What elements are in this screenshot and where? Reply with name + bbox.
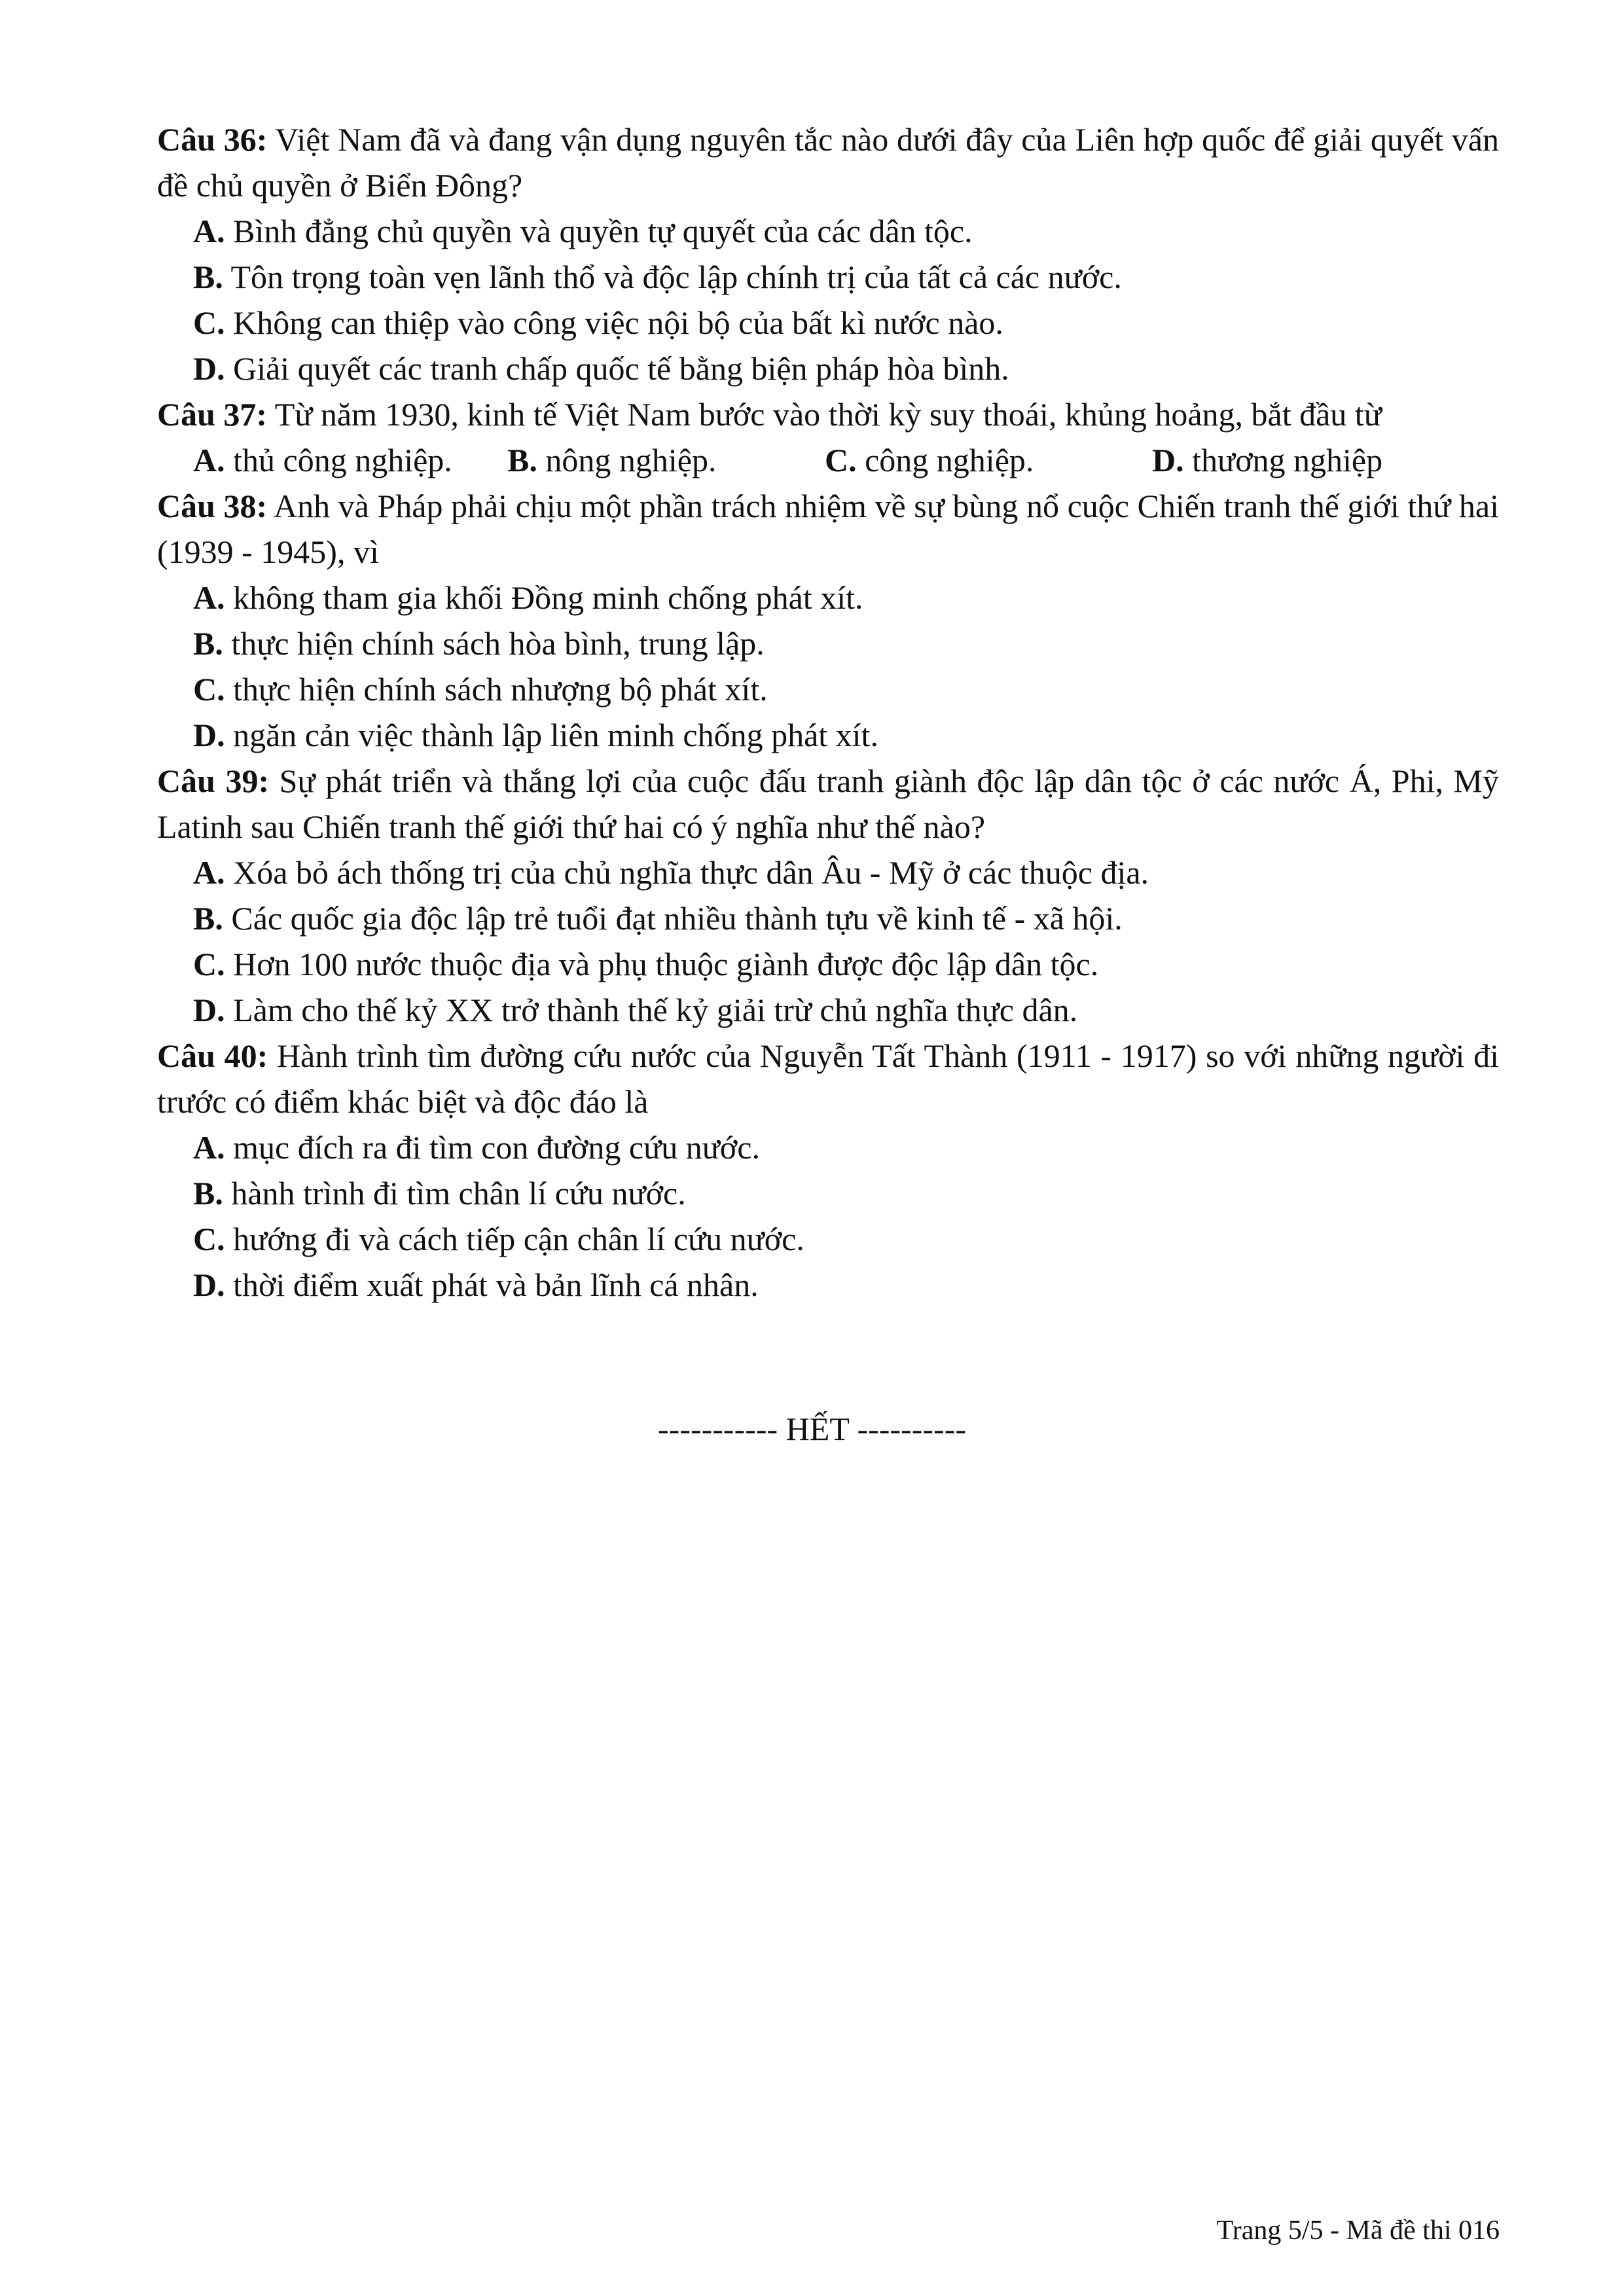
option-a bbox=[193, 437, 452, 483]
option-label: A. bbox=[193, 854, 225, 891]
option-c bbox=[157, 941, 1499, 987]
option-text: thực hiện chính sách hòa bình, trung lập. bbox=[231, 625, 765, 662]
question-body: Việt Nam đã và đang vận dụng nguyên tắc nào dưới đây của Liên hợp quốc để giải quyết vấn đề chủ quyền ở Biển Đông? bbox=[157, 121, 1499, 204]
question-body: Hành trình tìm đường cứu nước của Nguyễn Tất Thành (1911 - 1917) so với những người đi trước có điểm khác biệt và độc đáo là bbox=[157, 1037, 1499, 1120]
question-text bbox=[157, 117, 1499, 208]
question-body: Từ năm 1930, kinh tế Việt Nam bước vào thời kỳ suy thoái, khủng hoảng, bắt đầu từ bbox=[274, 396, 1382, 433]
option-label: C. bbox=[193, 946, 225, 982]
options-row bbox=[157, 437, 1499, 483]
option-label: B. bbox=[193, 259, 223, 295]
question-label: Câu 40: bbox=[157, 1037, 268, 1074]
question-39 bbox=[157, 758, 1499, 1033]
question-text bbox=[157, 391, 1499, 437]
option-label: A. bbox=[193, 1129, 225, 1166]
question-40 bbox=[157, 1033, 1499, 1308]
question-37 bbox=[157, 391, 1499, 483]
option-text: Giải quyết các tranh chấp quốc tế bằng biện pháp hòa bình. bbox=[233, 350, 1009, 387]
option-label: D. bbox=[1152, 442, 1184, 478]
option-label: C. bbox=[193, 671, 225, 708]
option-text: nông nghiệp. bbox=[545, 442, 717, 478]
option-text: hướng đi và cách tiếp cận chân lí cứu nước. bbox=[233, 1221, 804, 1257]
option-d bbox=[157, 1262, 1499, 1308]
option-c bbox=[825, 437, 1034, 483]
option-label: B. bbox=[193, 625, 223, 662]
question-text bbox=[157, 1033, 1499, 1124]
question-38 bbox=[157, 483, 1499, 758]
option-label: A. bbox=[193, 442, 225, 478]
option-a bbox=[157, 1124, 1499, 1170]
option-a bbox=[157, 850, 1499, 895]
option-text: Bình đẳng chủ quyền và quyền tự quyết của các dân tộc. bbox=[233, 213, 973, 249]
question-label: Câu 37: bbox=[157, 396, 268, 433]
question-text bbox=[157, 483, 1499, 575]
option-text: Hơn 100 nước thuộc địa và phụ thuộc giành được độc lập dân tộc. bbox=[233, 946, 1099, 982]
option-d bbox=[157, 712, 1499, 758]
option-label: C. bbox=[193, 1221, 225, 1257]
option-a bbox=[157, 575, 1499, 620]
question-36 bbox=[157, 117, 1499, 391]
option-label: D. bbox=[193, 350, 225, 387]
option-label: D. bbox=[193, 1266, 225, 1303]
option-text: Làm cho thế kỷ XX trở thành thế kỷ giải trừ chủ nghĩa thực dân. bbox=[233, 992, 1078, 1028]
question-text bbox=[157, 758, 1499, 850]
option-text: thương nghiệp bbox=[1192, 442, 1383, 478]
option-text: Không can thiệp vào công việc nội bộ của bất kì nước nào. bbox=[233, 304, 1003, 341]
option-label: A. bbox=[193, 579, 225, 616]
option-label: B. bbox=[507, 442, 537, 478]
question-label: Câu 38: bbox=[157, 488, 268, 524]
option-text: Các quốc gia độc lập trẻ tuổi đạt nhiều thành tựu về kinh tế - xã hội. bbox=[231, 900, 1123, 937]
option-label: B. bbox=[193, 900, 223, 937]
option-label: D. bbox=[193, 992, 225, 1028]
option-c bbox=[157, 300, 1499, 346]
option-label: B. bbox=[193, 1175, 223, 1211]
option-text: không tham gia khối Đồng minh chống phát xít. bbox=[233, 579, 863, 616]
option-text: Tôn trọng toàn vẹn lãnh thổ và độc lập chính trị của tất cả các nước. bbox=[230, 259, 1122, 295]
option-label: C. bbox=[193, 304, 225, 341]
exam-content bbox=[157, 117, 1499, 1308]
option-text: thực hiện chính sách nhượng bộ phát xít. bbox=[233, 671, 768, 708]
option-c bbox=[157, 666, 1499, 712]
option-b bbox=[157, 1170, 1499, 1216]
page-footer: Trang 5/5 - Mã đề thi 016 bbox=[1216, 2215, 1500, 2246]
option-b bbox=[507, 437, 716, 483]
option-a bbox=[157, 208, 1499, 254]
option-b bbox=[157, 620, 1499, 666]
option-d bbox=[157, 346, 1499, 391]
question-body: Anh và Pháp phải chịu một phần trách nhiệm về sự bùng nổ cuộc Chiến tranh thế giới thứ hai (1939 - 1945), vì bbox=[157, 488, 1499, 570]
option-c bbox=[157, 1216, 1499, 1262]
option-text: thời điểm xuất phát và bản lĩnh cá nhân. bbox=[233, 1266, 759, 1303]
option-text: thủ công nghiệp. bbox=[233, 442, 452, 478]
option-b bbox=[157, 254, 1499, 300]
option-text: Xóa bỏ ách thống trị của chủ nghĩa thực dân Âu - Mỹ ở các thuộc địa. bbox=[233, 854, 1149, 891]
question-label: Câu 39: bbox=[157, 762, 270, 799]
option-d bbox=[157, 987, 1499, 1033]
question-body: Sự phát triển và thắng lợi của cuộc đấu tranh giành độc lập dân tộc ở các nước Á, Phi, Mỹ Latinh sau Chiến tranh thế giới thứ hai có ý nghĩa như thế nào? bbox=[157, 762, 1500, 845]
option-text: mục đích ra đi tìm con đường cứu nước. bbox=[233, 1129, 760, 1166]
option-label: C. bbox=[825, 442, 857, 478]
option-text: ngăn cản việc thành lập liên minh chống phát xít. bbox=[233, 717, 878, 753]
option-label: A. bbox=[193, 213, 225, 249]
option-b bbox=[157, 895, 1499, 941]
option-text: công nghiệp. bbox=[865, 442, 1034, 478]
question-label: Câu 36: bbox=[157, 121, 268, 158]
end-marker: ----------- HẾT ---------- bbox=[658, 1410, 966, 1447]
option-text: hành trình đi tìm chân lí cứu nước. bbox=[231, 1175, 686, 1211]
option-label: D. bbox=[193, 717, 225, 753]
option-d bbox=[1152, 437, 1382, 483]
